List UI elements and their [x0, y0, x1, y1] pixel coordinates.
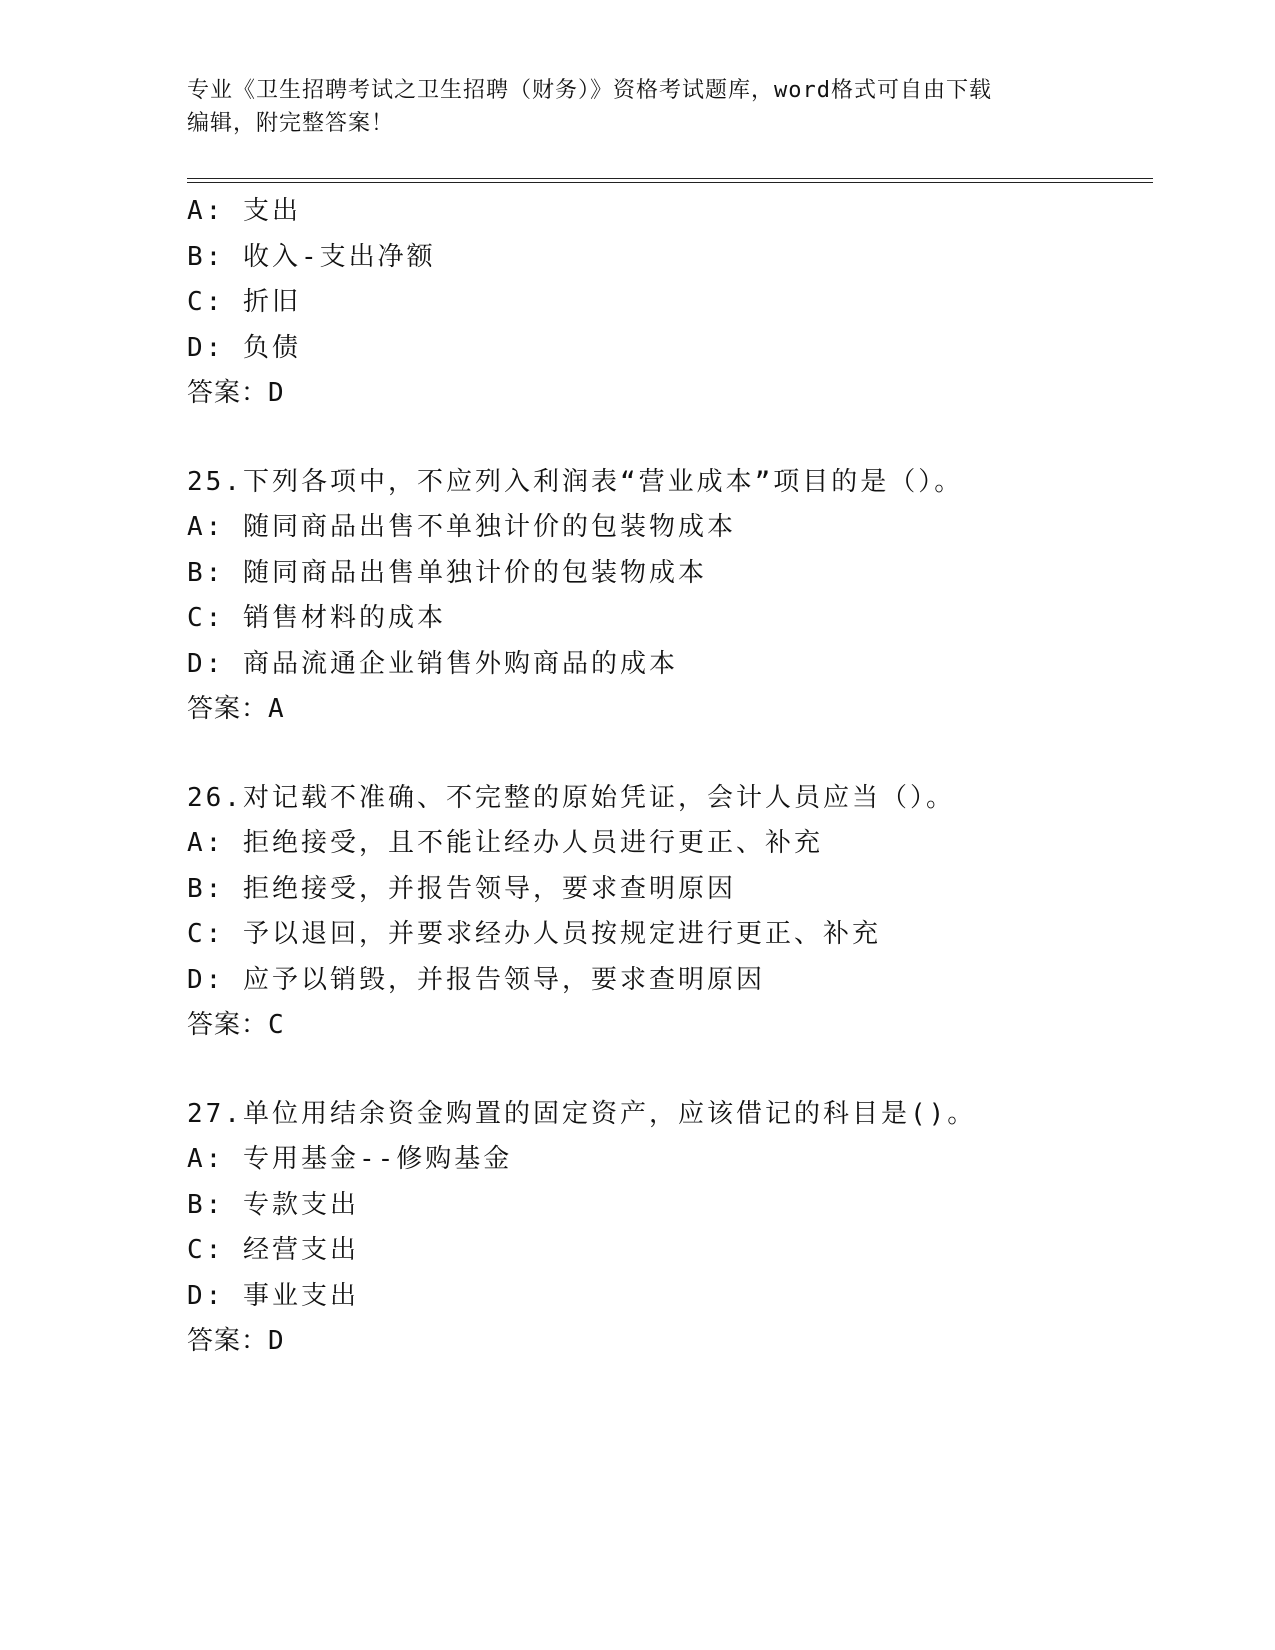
question-24-continued	[187, 189, 1167, 417]
option-d: D: 商品流通企业销售外购商品的成本	[187, 648, 678, 679]
answer-value: A	[268, 694, 285, 724]
header-divider-bottom	[187, 182, 1153, 183]
option-b: B: 拒绝接受，并报告领导，要求查明原因	[187, 873, 736, 904]
answer-label: 答案：	[187, 1010, 269, 1040]
option-b: B: 收入-支出净额	[187, 241, 436, 272]
answer-line	[187, 687, 1167, 733]
option-d: D: 负债	[187, 332, 301, 363]
option-d: D: 事业支出	[187, 1280, 359, 1311]
question-stem: 26.对记载不准确、不完整的原始凭证，会计人员应当（）。	[187, 782, 955, 813]
option-a: A: 支出	[187, 196, 301, 226]
answer-value: D	[268, 1326, 285, 1356]
header-line-2: 编辑，附完整答案！	[187, 111, 395, 136]
answer-label: 答案：	[187, 378, 269, 408]
option-d: D: 应予以销毁，并报告领导，要求查明原因	[187, 964, 765, 995]
question-list	[187, 189, 1167, 1365]
question-26	[187, 776, 1167, 1049]
answer-line	[187, 1319, 1167, 1365]
option-c: C: 予以退回，并要求经办人员按规定进行更正、补充	[187, 919, 881, 949]
question-stem: 25.下列各项中，不应列入利润表“营业成本”项目的是（）。	[187, 466, 964, 497]
document-header	[187, 74, 1087, 140]
answer-line	[187, 1003, 1167, 1049]
option-c: C: 销售材料的成本	[187, 603, 446, 633]
question-27	[187, 1092, 1167, 1365]
option-a: A: 专用基金--修购基金	[187, 1144, 513, 1174]
option-b: B: 专款支出	[187, 1189, 359, 1220]
header-divider-top	[187, 178, 1153, 179]
option-b: B: 随同商品出售单独计价的包装物成本	[187, 557, 707, 588]
option-c: C: 折旧	[187, 287, 301, 317]
header-line-1: 专业《卫生招聘考试之卫生招聘（财务）》资格考试题库，word格式可自由下载	[187, 78, 992, 103]
option-a: A: 随同商品出售不单独计价的包装物成本	[187, 512, 736, 542]
answer-label: 答案：	[187, 1326, 269, 1356]
question-25	[187, 460, 1167, 733]
answer-label: 答案：	[187, 694, 269, 724]
option-a: A: 拒绝接受，且不能让经办人员进行更正、补充	[187, 828, 823, 858]
answer-value: D	[268, 378, 285, 408]
question-stem: 27.单位用结余资金购置的固定资产，应该借记的科目是()。	[187, 1098, 977, 1129]
answer-value: C	[268, 1010, 285, 1040]
option-c: C: 经营支出	[187, 1235, 359, 1265]
answer-line	[187, 371, 1167, 417]
